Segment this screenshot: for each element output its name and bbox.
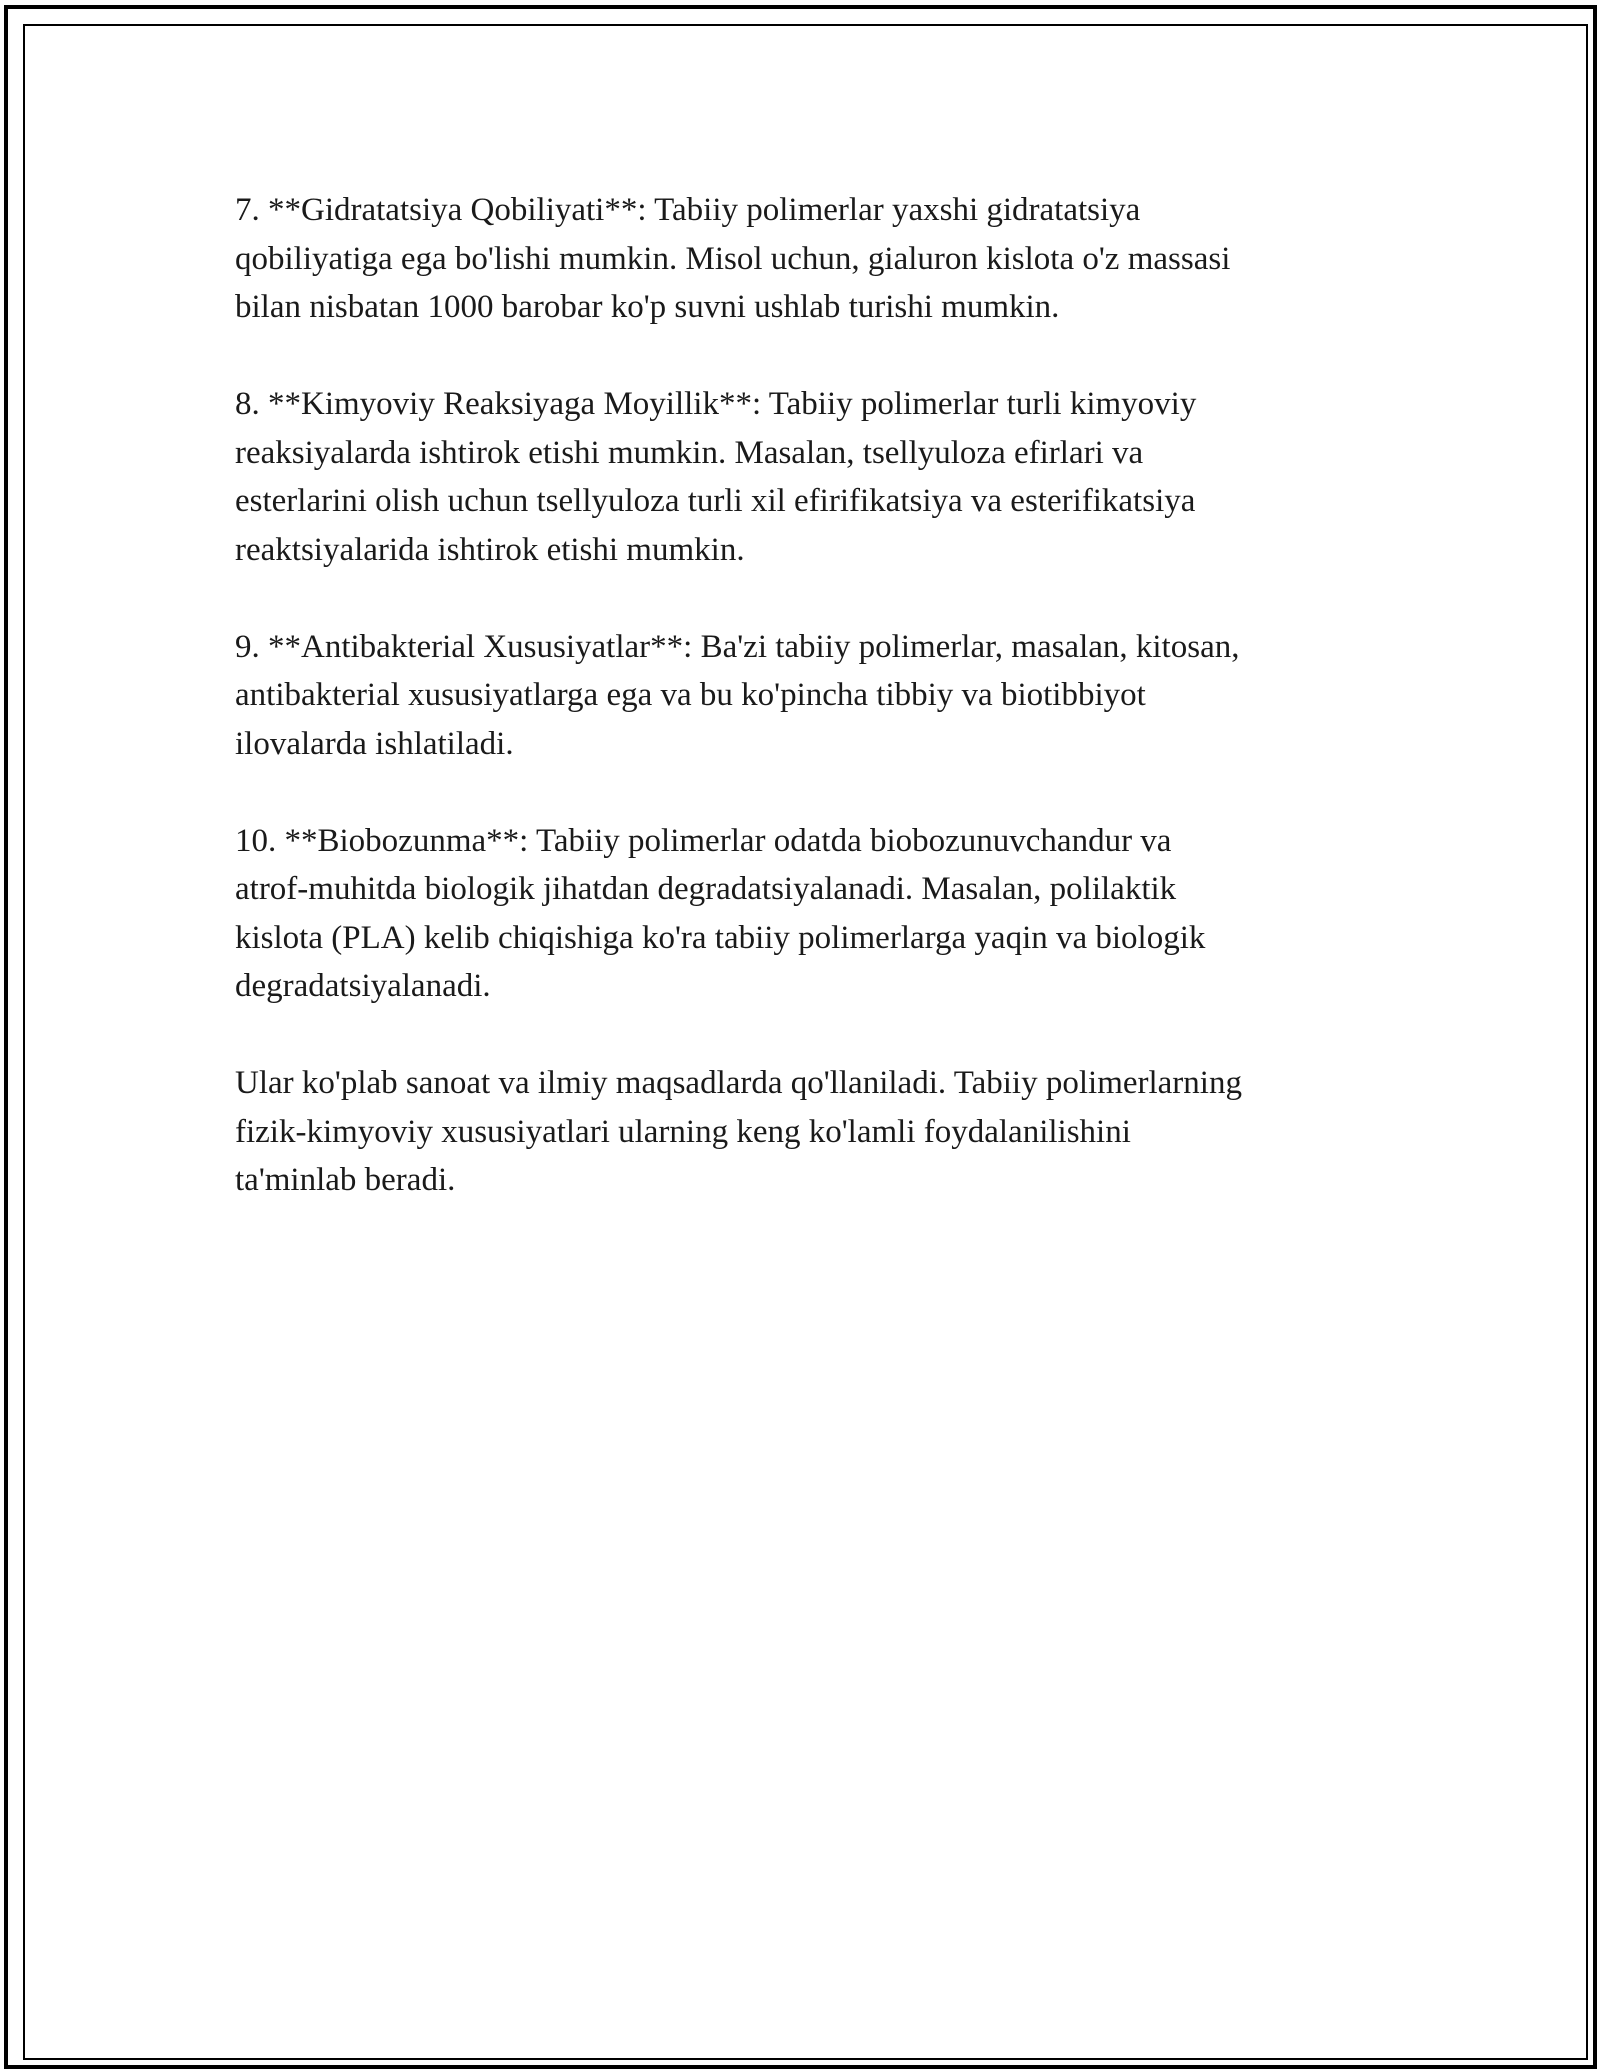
text-line: 8. **Kimyoviy Reaksiyaga Moyillik**: Tabiiy polimerlar turli kimyoviy [235,386,1197,422]
text-line: 7. **Gidratatsiya Qobiliyati**: Tabiiy polimerlar yaxshi gidratatsiya [235,192,1141,228]
text-line: esterlarini olish uchun tsellyuloza turli xil efirifikatsiya va esterifikatsiya [235,483,1196,519]
text-line: fizik-kimyoviy xususiyatlari ularning keng ko'lamli foydalanilishini [235,1113,1131,1150]
text-line: reaksiyalarda ishtirok etishi mumkin. Masalan, tsellyuloza efirlari va [235,434,1144,471]
paragraph-conclusion [235,1059,1365,1205]
text-line: Ular ko'plab sanoat va ilmiy maqsadlarda qo'llaniladi. Tabiiy polimerlarning [235,1065,1242,1101]
text-line: qobiliyatiga ega bo'lishi mumkin. Misol uchun, gialuron kislota o'z massasi [235,240,1231,277]
text-line: degradatsiyalanadi. [235,968,491,1004]
document-body [235,186,1365,1253]
paragraph-hydration [235,186,1365,332]
text-line: 9. **Antibakterial Xususiyatlar**: Ba'zi tabiiy polimerlar, masalan, kitosan, [235,628,1240,665]
text-line: bilan nisbatan 1000 barobar ko'p suvni ushlab turishi mumkin. [235,289,1060,325]
text-line: 10. **Biobozunma**: Tabiiy polimerlar odatda biobozunuvchandur va [235,822,1172,859]
text-line: antibakterial xususiyatlarga ega va bu ko'pincha tibbiy va biotibbiyot [235,677,1146,713]
paragraph-chemical-reactivity [235,380,1365,574]
text-line: atrof-muhitda biologik jihatdan degradatsiyalanadi. Masalan, polilaktik [235,871,1177,907]
paragraph-antibacterial [235,623,1365,769]
text-line: ilovalarda ishlatiladi. [235,725,514,762]
text-line: kislota (PLA) kelib chiqishiga ko'ra tabiiy polimerlarga yaqin va biologik [235,919,1206,956]
text-line: reaktsiyalarida ishtirok etishi mumkin. [235,531,745,568]
paragraph-biodegradation [235,817,1365,1011]
text-line: ta'minlab beradi. [235,1162,456,1198]
